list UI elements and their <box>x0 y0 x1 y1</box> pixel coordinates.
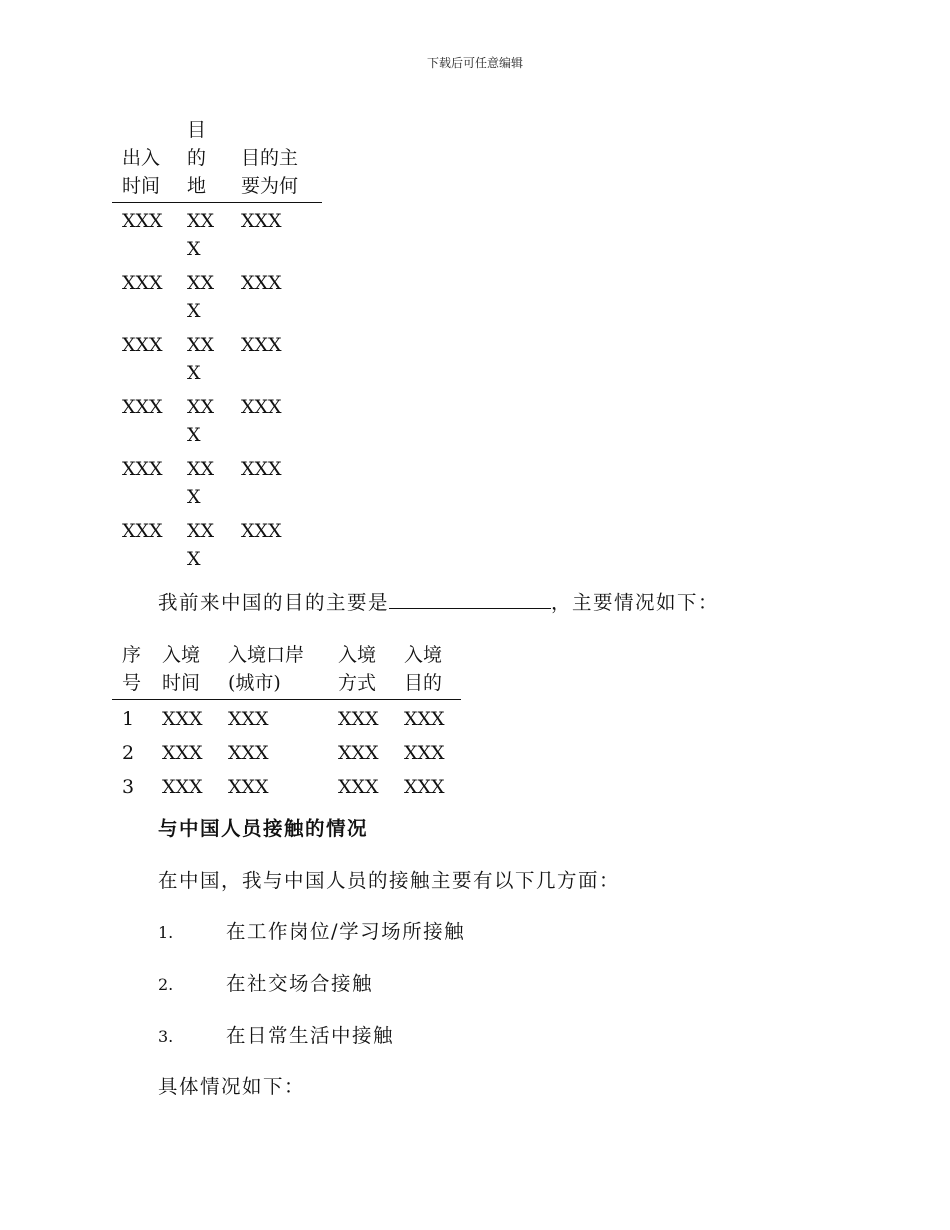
cell: XXX <box>122 458 163 480</box>
purpose-paragraph <box>158 587 719 615</box>
cell: 1 <box>122 708 135 730</box>
list-item <box>158 968 373 996</box>
cell: XXX <box>228 708 269 730</box>
cell: XXX <box>404 776 445 798</box>
cell: XXX <box>338 708 379 730</box>
purpose-blank-field[interactable] <box>389 590 551 609</box>
header-destination: 目的地 <box>187 116 241 203</box>
cell: XXX <box>162 742 203 764</box>
cell: XXX <box>338 776 379 798</box>
page-header: 下载后可任意编辑 <box>426 56 523 70</box>
table-header-row <box>112 641 461 700</box>
cell: XXX <box>187 210 215 260</box>
table-header-row <box>112 116 322 203</box>
header-time: 出入时间 <box>112 116 187 203</box>
table-row <box>112 768 461 802</box>
cell: 2 <box>122 742 135 764</box>
list-text: 在社交场合接触 <box>226 972 374 995</box>
travel-table <box>112 116 322 575</box>
cell: XXX <box>241 458 282 480</box>
cell: XXX <box>241 520 282 542</box>
purpose-suffix: ，主要情况如下： <box>551 591 720 614</box>
table-row <box>112 700 461 735</box>
cell: XXX <box>228 776 269 798</box>
table-row <box>112 451 322 513</box>
table-row <box>112 513 322 575</box>
cell: XXX <box>162 708 203 730</box>
cell: XXX <box>122 396 163 418</box>
table-row <box>112 265 322 327</box>
cell: XXX <box>187 520 215 570</box>
cell: XXX <box>162 776 203 798</box>
cell: XXX <box>241 210 282 232</box>
cell: XXX <box>187 396 215 446</box>
header-entry-purpose: 入境目的 <box>404 641 461 700</box>
header-entry-port: 入境口岸(城市) <box>228 641 338 700</box>
cell: XXX <box>122 520 163 542</box>
purpose-prefix: 我前来中国的目的主要是 <box>158 591 390 614</box>
table-row <box>112 203 322 266</box>
cell: XXX <box>187 458 215 508</box>
list-item <box>158 1020 394 1048</box>
cell: XXX <box>241 334 282 356</box>
cell: XXX <box>404 742 445 764</box>
table-row <box>112 389 322 451</box>
cell: XXX <box>241 272 282 294</box>
header-seq: 序号 <box>112 641 162 700</box>
entry-table <box>112 641 461 802</box>
header-entry-mode: 入境方式 <box>338 641 404 700</box>
list-text: 在工作岗位/学习场所接触 <box>226 920 466 943</box>
list-number: 1. <box>158 923 174 942</box>
details-line: 具体情况如下： <box>158 1075 306 1098</box>
cell: XXX <box>187 334 215 384</box>
contact-heading: 与中国人员接触的情况 <box>158 817 369 840</box>
cell: XXX <box>241 396 282 418</box>
cell: XXX <box>187 272 215 322</box>
cell: XXX <box>404 708 445 730</box>
cell: XXX <box>338 742 379 764</box>
list-text: 在日常生活中接触 <box>226 1024 395 1047</box>
cell: XXX <box>122 334 163 356</box>
header-entry-time: 入境时间 <box>162 641 228 700</box>
list-item <box>158 916 465 944</box>
cell: XXX <box>122 272 163 294</box>
contact-intro: 在中国，我与中国人员的接触主要有以下几方面： <box>158 869 621 892</box>
list-number: 2. <box>158 975 174 994</box>
list-number: 3. <box>158 1027 174 1046</box>
cell: 3 <box>122 776 135 798</box>
cell: XXX <box>122 210 163 232</box>
header-purpose: 目的主要为何 <box>241 116 322 203</box>
table-row <box>112 327 322 389</box>
table-row <box>112 734 461 768</box>
cell: XXX <box>228 742 269 764</box>
